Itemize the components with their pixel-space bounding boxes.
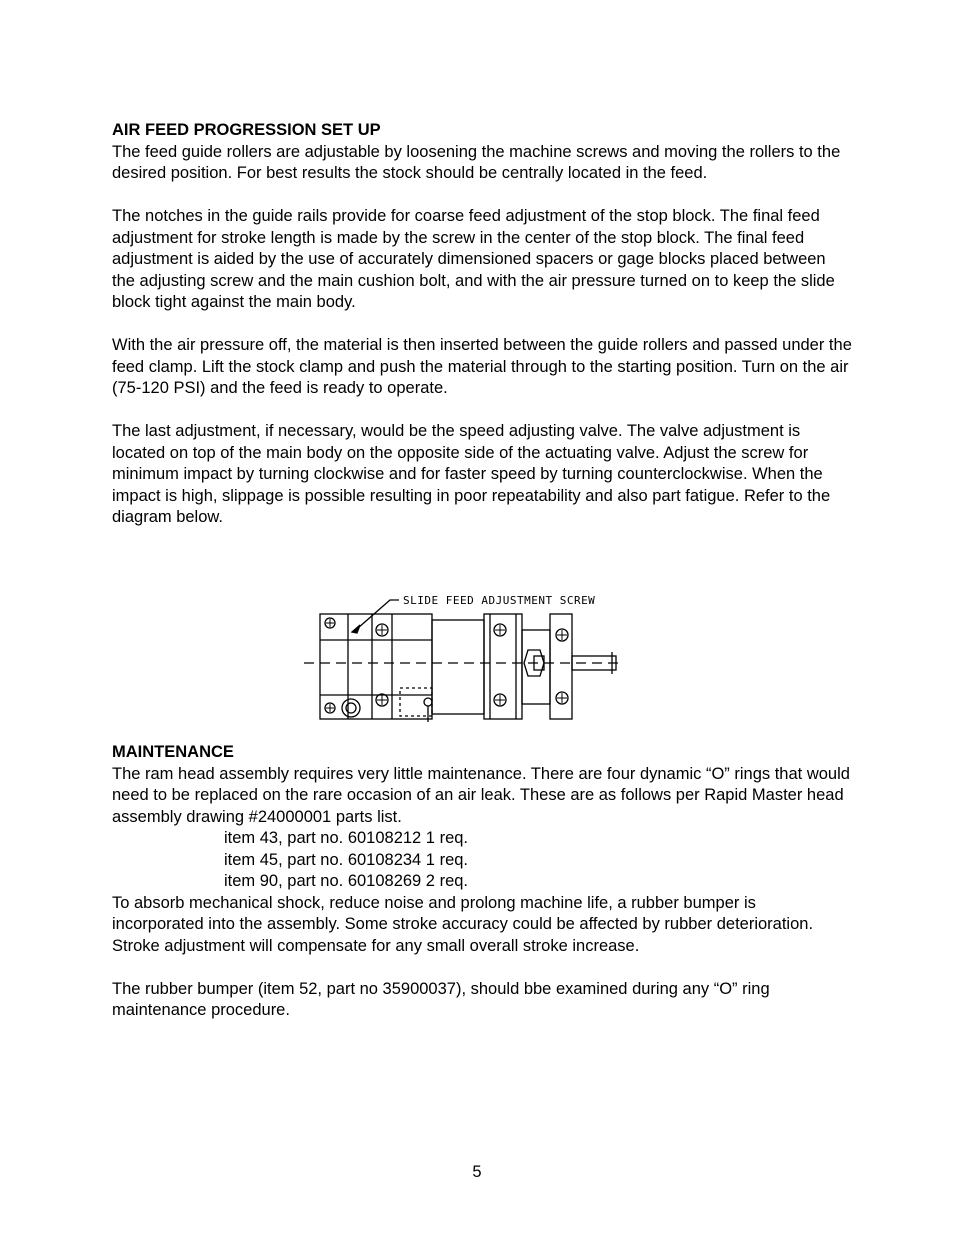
parts-list-item: item 43, part no. 60108212 1 req. bbox=[224, 829, 469, 847]
paragraph-bumper-inspection: The rubber bumper (item 52, part no 35900037), should bbe examined during any “O” ring maintenance procedure. bbox=[112, 979, 770, 1019]
paragraph-maintenance-intro: The ram head assembly requires very little maintenance. There are four dynamic “O” rings that would need to be replaced on the rare occasion of an air leak. These are as follows per Rapid Master head assembly drawing #24000001 parts list. bbox=[112, 764, 850, 826]
parts-list-item: item 45, part no. 60108234 1 req. bbox=[224, 850, 469, 869]
paragraph-guide-rollers: The feed guide rollers are adjustable by loosening the machine screws and moving the rollers to the desired position. For best results the stock should be centrally located in the feed. bbox=[112, 142, 841, 182]
heading-air-feed: AIR FEED PROGRESSION SET UP bbox=[112, 121, 381, 139]
section-maintenance bbox=[112, 742, 852, 1043]
diagram-label: SLIDE FEED ADJUSTMENT SCREW bbox=[403, 594, 596, 607]
feed-diagram-drawing bbox=[300, 590, 630, 730]
heading-maintenance: MAINTENANCE bbox=[112, 743, 234, 761]
paragraph-rubber-bumper: To absorb mechanical shock, reduce noise and prolong machine life, a rubber bumper is incorporated into the assembly. Some stroke accuracy could be affected by rubber deterioration. Stroke adjustment will compensate for any small overall stroke increase. bbox=[112, 893, 814, 955]
paragraph-speed-valve: The last adjustment, if necessary, would be the speed adjusting valve. The valve adjustment is located on top of the main body on the opposite side of the actuating valve. Adjust the screw for minimum impact by turning clockwise and for faster speed by turning counterclockwise. When the impact is high, slippage is possible resulting in poor repeatability and also part fatigue. Refer to the diagram below. bbox=[112, 422, 831, 526]
paragraph-air-pressure: With the air pressure off, the material is then inserted between the guide rollers and passed under the feed clamp. Lift the stock clamp and push the material through to the starting position. Turn on the air (75-120 PSI) and the feed is ready to operate. bbox=[112, 336, 852, 397]
section-air-feed bbox=[112, 120, 852, 550]
parts-list-item: item 90, part no. 60108269 2 req. bbox=[224, 872, 469, 890]
feed-diagram bbox=[300, 590, 630, 730]
page-number: 5 bbox=[472, 1163, 482, 1181]
paragraph-notches: The notches in the guide rails provide for coarse feed adjustment of the stop block. The final feed adjustment for stroke length is made by the screw in the center of the stop block. The final feed adjustment is aided by the use of accurately dimensioned spacers or gage blocks placed between the adjusting screw and the main cushion bolt, and with the air pressure turned on to keep the slide block tight against the main body. bbox=[112, 207, 835, 311]
